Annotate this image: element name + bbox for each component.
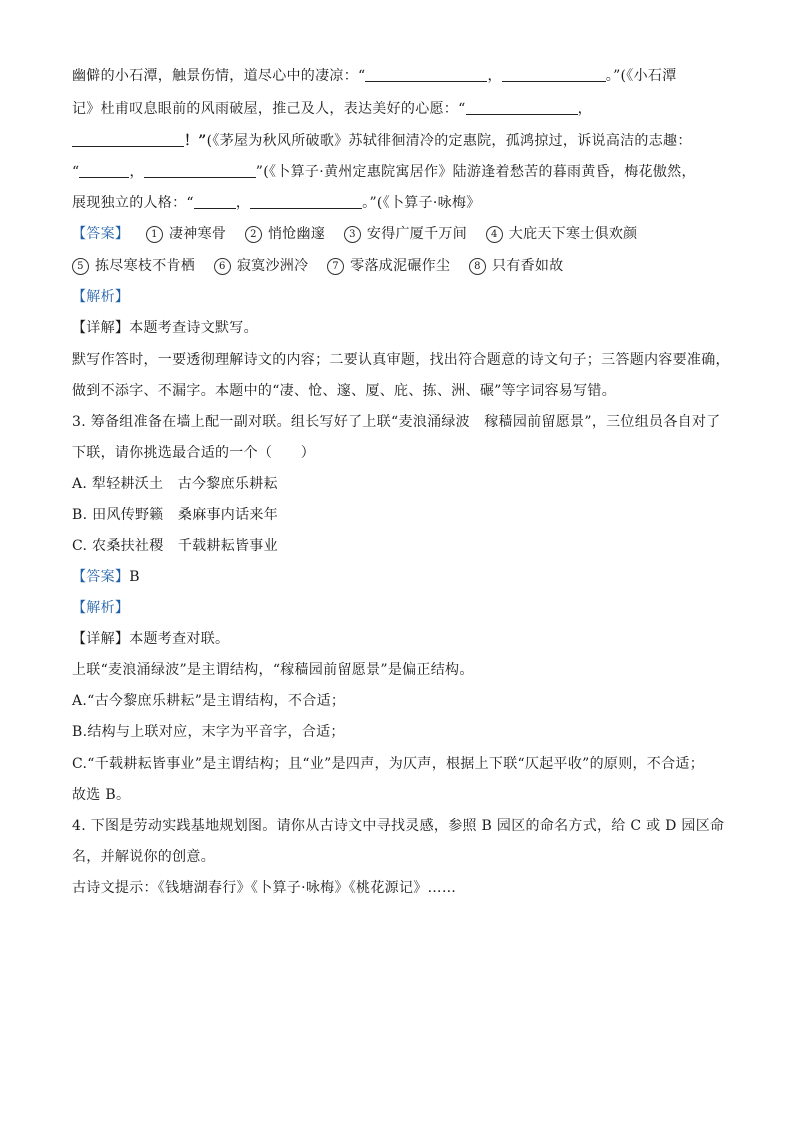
poem-line-3: ！”(《茅屋为秋风所破歌》苏轼徘徊清冷的定惠院，孤鸿掠过，诉说高洁的志趣： [72, 131, 692, 151]
answer-item: 8 只有香如故 [469, 256, 564, 276]
question-3-stem: 3. 筹备组准备在墙上配一副对联。组长写好了上联“麦浪涌绿波 稼穑园前留愿景”，三位组员各自对了 [72, 414, 721, 430]
explanation-line: B.结构与上联对应，末字为平音字，合适； [72, 724, 345, 740]
explanation-line: 故选 B。 [72, 787, 131, 803]
circled-number: 7 [327, 258, 344, 275]
poem-line-4: “ ， ”(《卜算子·黄州定惠院寓居作》陆游逢着愁苦的暮雨黄昏，梅花傲然， [72, 164, 696, 180]
circled-number: 5 [72, 258, 89, 275]
answer-blank [79, 163, 129, 178]
question-3-stem: 下联，请你挑选最合适的一个（ ） [72, 445, 316, 461]
answer-item: 1 凄神寒骨 [146, 224, 226, 244]
analysis-paragraph: 默写作答时，一要透彻理解诗文的内容；二要认真审题，找出符合题意的诗文句子；三答题内容要准确， [72, 352, 730, 368]
circled-number: 3 [344, 226, 361, 243]
answer-blank [365, 67, 487, 82]
circled-number: 8 [469, 258, 486, 275]
answer-item: 6 寂寞沙洲冷 [214, 256, 309, 276]
circled-number: 1 [146, 226, 163, 243]
analysis-label: 【解析】 [72, 289, 130, 305]
answer-blank [466, 100, 578, 115]
answer-item: 3 安得广厦千万间 [344, 224, 467, 244]
option-a: A. 犁轻耕沃土 古今黎庶乐耕耘 [72, 476, 278, 492]
poem-line-5: 展现独立的人格：“ ， 。”(《卜算子·咏梅》 [72, 195, 481, 211]
answer-blank [250, 194, 362, 209]
answer-row-1 [72, 224, 651, 244]
detail-heading: 【详解】本题考查诗文默写。 [72, 320, 258, 336]
answer-blank [194, 194, 236, 209]
answer-label: 【答案】 [72, 226, 130, 242]
answer-blank [502, 67, 606, 82]
answer-item: 4 大庇天下寒士俱欢颜 [486, 224, 638, 244]
poem-hint: 古诗文提示：《钱塘湖春行》《卜算子·咏梅》《桃花源记》…… [72, 880, 457, 896]
explanation-line: A.“古今黎庶乐耕耘”是主谓结构，不合适； [72, 693, 346, 709]
option-b: B. 田风传野籁 桑麻事内话来年 [72, 507, 278, 523]
answer-line [72, 567, 140, 587]
detail-heading: 【详解】本题考查对联。 [72, 631, 230, 647]
analysis-label: 【解析】 [72, 600, 130, 616]
circled-number: 2 [245, 226, 262, 243]
option-c: C. 农桑扶社稷 千载耕耘皆事业 [72, 538, 278, 554]
poem-line-1: 幽僻的小石潭，触景伤情，道尽心中的凄凉：“ ， 。”(《小石潭 [72, 68, 677, 84]
answer-item: 2 悄怆幽邃 [245, 224, 325, 244]
question-4-stem: 4. 下图是劳动实践基地规划图。请你从古诗文中寻找灵感，参照 B 园区的命名方式，给 C 或 D 园区命 [72, 818, 725, 834]
analysis-paragraph: 做到不添字、不漏字。本题中的“凄、怆、邃、厦、庇、拣、洲、碾”等字词容易写错。 [72, 383, 617, 399]
answer-blank [72, 132, 184, 147]
circled-number: 6 [214, 258, 231, 275]
answer-blank [144, 163, 256, 178]
answer-item: 5 拣尽寒枝不肯栖 [72, 256, 195, 276]
answer-row-2 [72, 256, 578, 276]
answer-value: B [129, 569, 140, 585]
explanation-line: C.“千载耕耘皆事业”是主谓结构；且“业”是四声，为仄声，根据上下联“仄起平收”的原则，不合适； [72, 756, 705, 772]
question-4-stem: 名，并解说你的创意。 [72, 849, 215, 865]
answer-item: 7 零落成泥碾作尘 [327, 256, 450, 276]
circled-number: 4 [486, 226, 503, 243]
explanation-line: 上联“麦浪涌绿波”是主谓结构，“稼穑园前留愿景”是偏正结构。 [72, 662, 474, 678]
answer-label: 【答案】 [72, 569, 130, 585]
poem-line-2: 记》杜甫叹息眼前的风雨破屋，推己及人，表达美好的心愿：“ ， [72, 101, 592, 117]
